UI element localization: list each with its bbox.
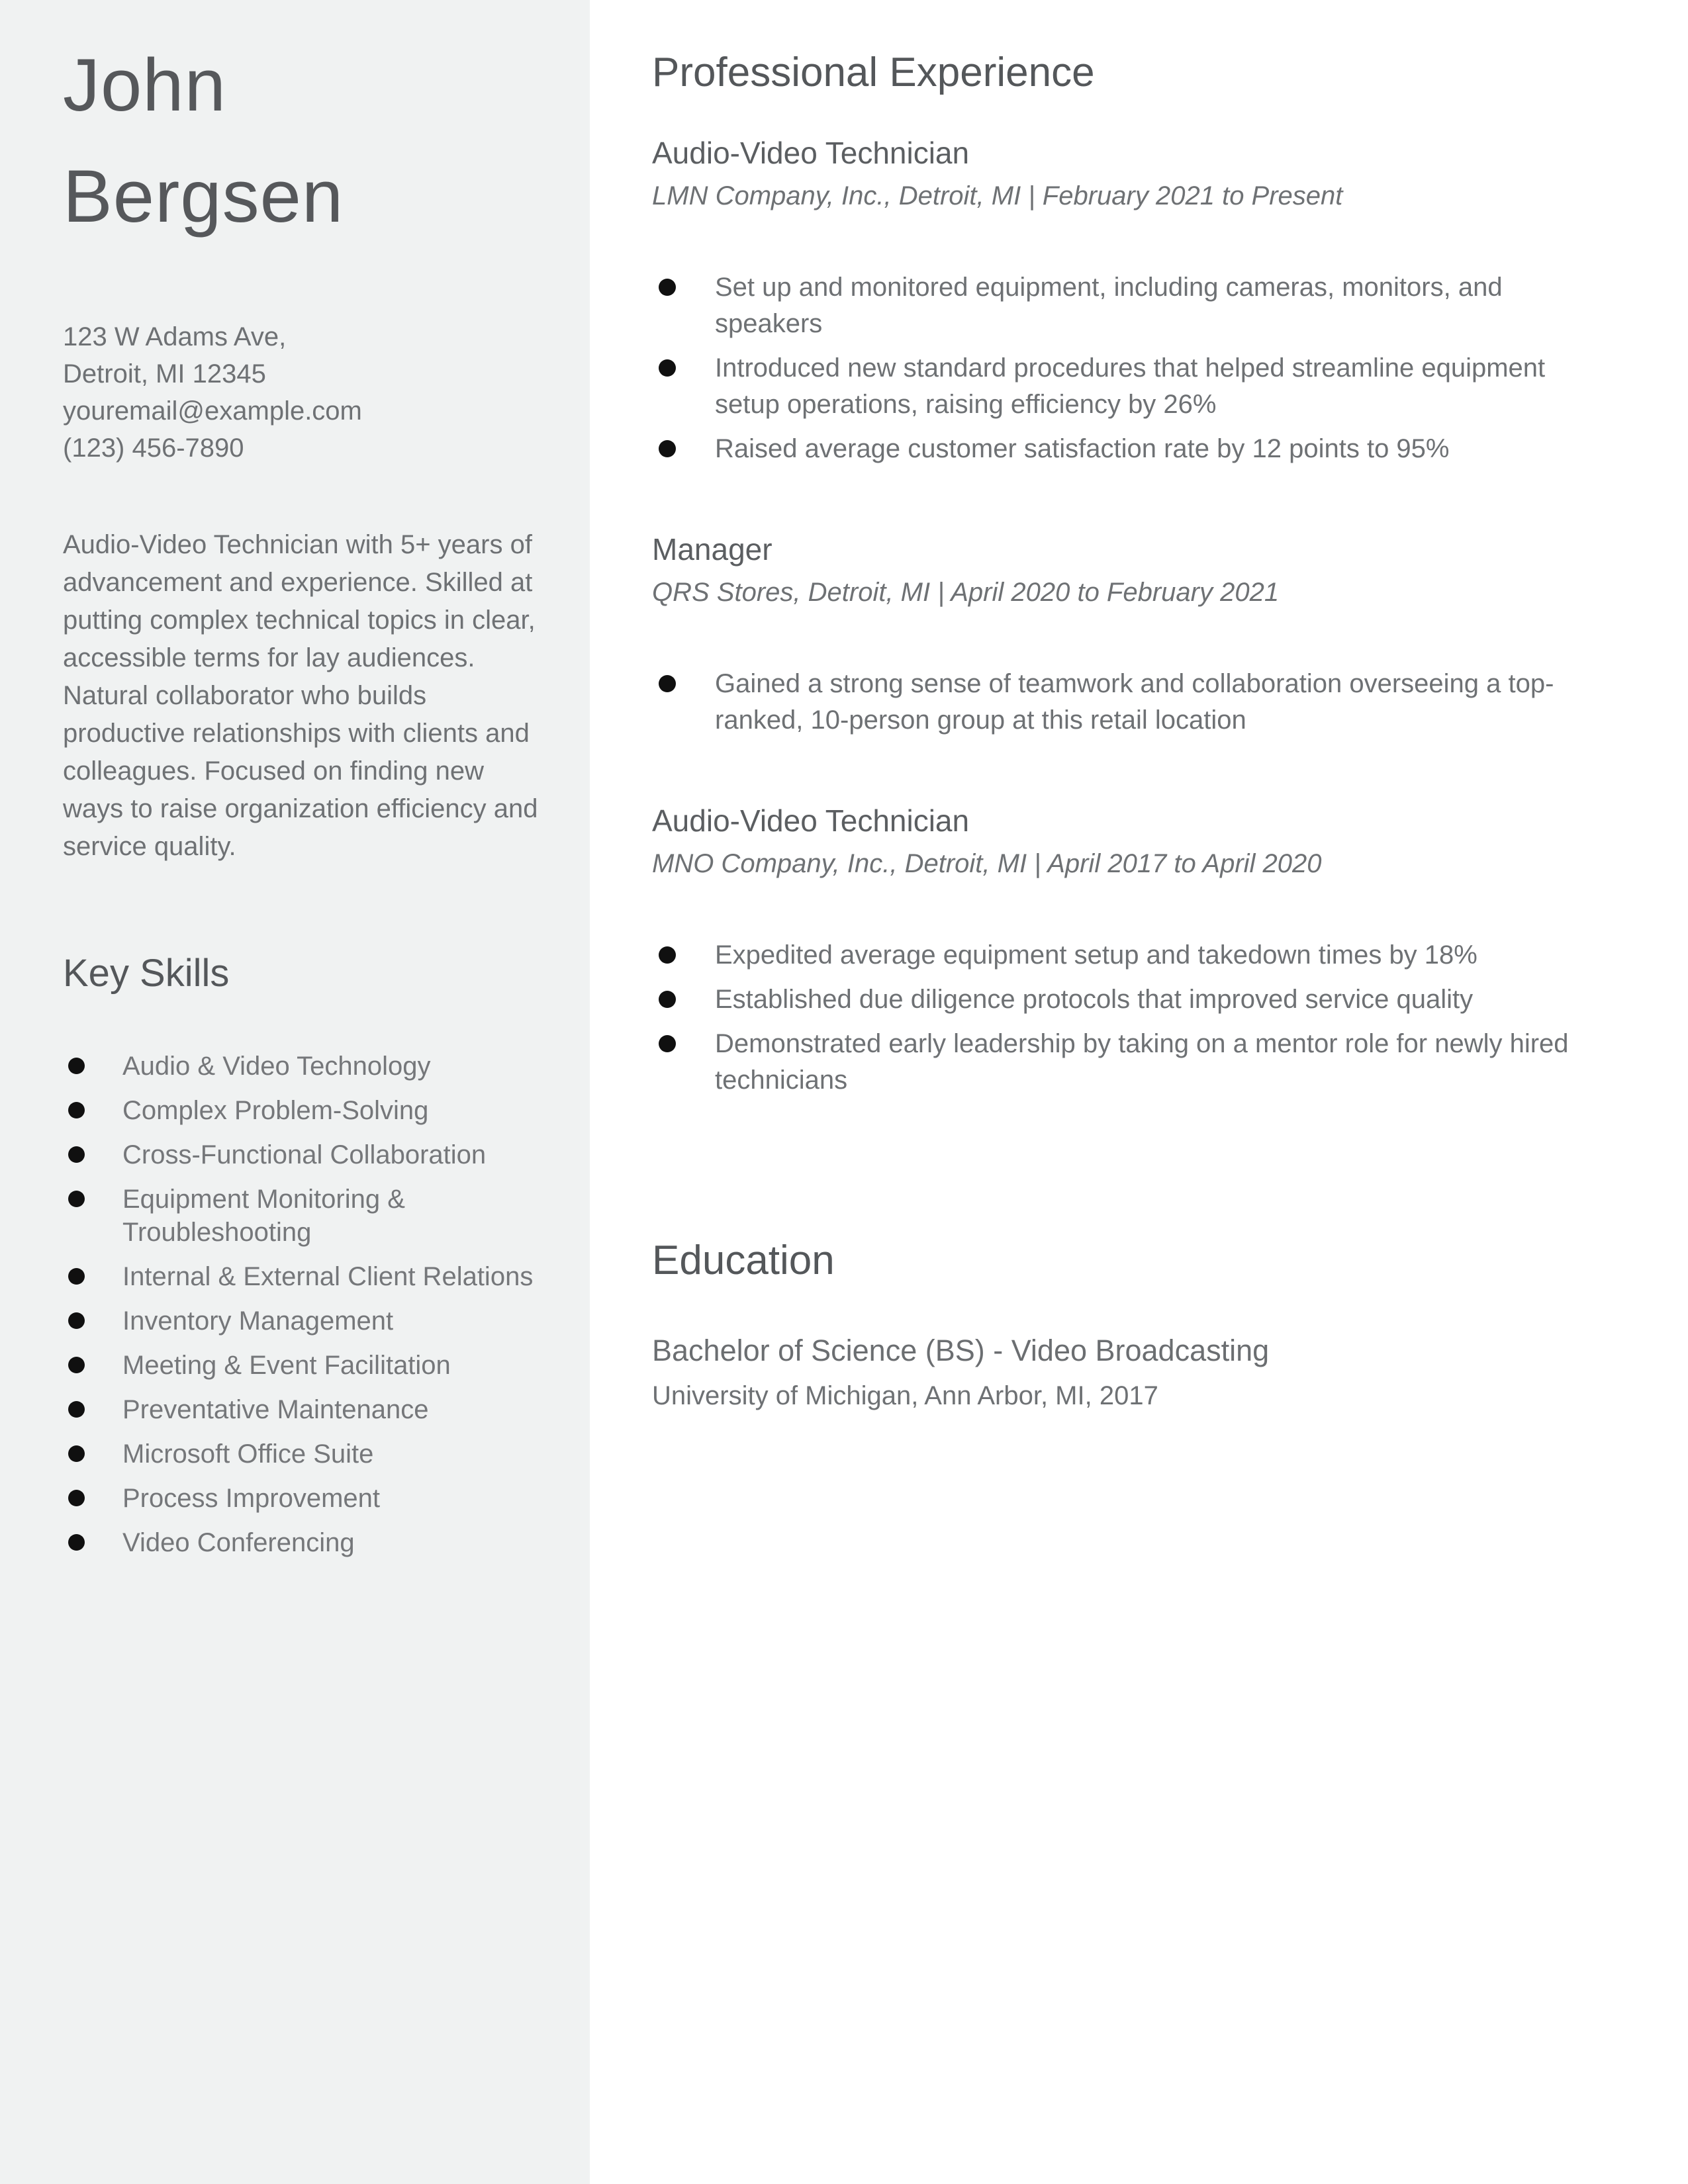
bullet-dot-icon (68, 1401, 85, 1418)
bullet-dot-icon (659, 991, 676, 1008)
contact-block (63, 318, 550, 467)
bullet-dot-icon (68, 1146, 85, 1163)
skill-item (63, 1050, 550, 1083)
key-skills-heading: Key Skills (63, 952, 230, 995)
skill-item-label: Cross-Functional Collaboration (122, 1140, 487, 1169)
job-meta: LMN Company, Inc., Detroit, MI | February 2021 to Present (652, 181, 1343, 210)
job-entry (652, 530, 1599, 739)
bullet-dot-icon (68, 1534, 85, 1551)
bullet-dot-icon (659, 279, 676, 296)
bullet-dot-icon (659, 1035, 676, 1052)
job-entry (652, 134, 1599, 467)
job-meta: QRS Stores, Detroit, MI | April 2020 to February 2021 (652, 578, 1280, 607)
bullet-dot-icon (68, 1312, 85, 1329)
job-bullet-label: Expedited average equipment setup and takedown times by 18% (715, 940, 1477, 970)
job-entry (652, 801, 1599, 1099)
bullet-dot-icon (68, 1058, 85, 1074)
job-bullet-label: Demonstrated early leadership by taking on a mentor role for newly hired technicians (715, 1029, 1569, 1095)
job-bullet (652, 1026, 1599, 1099)
skills-list (63, 1050, 550, 1559)
job-title: Manager (652, 532, 773, 567)
bullet-dot-icon (68, 1102, 85, 1118)
job-bullets (652, 937, 1599, 1099)
main-column (652, 0, 1599, 1413)
skill-item-label: Equipment Monitoring & Troubleshooting (122, 1185, 405, 1247)
skill-item-label: Audio & Video Technology (122, 1052, 431, 1081)
jobs-list (652, 134, 1599, 1099)
first-name: John (63, 44, 226, 126)
skill-item-label: Process Improvement (122, 1484, 381, 1513)
summary-paragraph: Audio-Video Technician with 5+ years of advancement and experience. Skilled at putting complex technical topics in clear, accessible terms for lay audiences. Natural collaborator who builds productive relationships with clients and colleagues. Focused on finding new ways to raise organization efficiency and service quality. (63, 530, 538, 861)
skill-item-label: Preventative Maintenance (122, 1395, 429, 1424)
job-bullet-label: Gained a strong sense of teamwork and collaboration overseeing a top-ranked, 10-person group at this retail location (715, 669, 1554, 735)
skill-item (63, 1183, 550, 1249)
job-meta: MNO Company, Inc., Detroit, MI | April 2017 to April 2020 (652, 849, 1322, 878)
skill-item (63, 1482, 550, 1515)
skill-item (63, 1393, 550, 1426)
bullet-dot-icon (68, 1191, 85, 1207)
job-bullets (652, 666, 1599, 739)
bullet-dot-icon (659, 359, 676, 377)
skill-item (63, 1349, 550, 1382)
job-title: Audio-Video Technician (652, 136, 970, 170)
skill-item-label: Microsoft Office Suite (122, 1439, 374, 1469)
skill-item (63, 1437, 550, 1471)
skill-item-label: Complex Problem-Solving (122, 1096, 429, 1125)
school-line: University of Michigan, Ann Arbor, MI, 2017 (652, 1381, 1158, 1410)
job-bullet-label: Introduced new standard procedures that helped streamline equipment setup operations, raising efficiency by 26% (715, 353, 1546, 419)
degree-title: Bachelor of Science (BS) - Video Broadcasting (652, 1334, 1270, 1367)
bullet-dot-icon (659, 440, 676, 457)
job-bullets (652, 269, 1599, 467)
job-title: Audio-Video Technician (652, 803, 970, 838)
sidebar (0, 0, 590, 2184)
job-bullet-label: Raised average customer satisfaction rate by 12 points to 95% (715, 434, 1450, 463)
skill-item (63, 1260, 550, 1293)
job-bullet (652, 350, 1599, 423)
skill-item-label: Internal & External Client Relations (122, 1262, 534, 1291)
contact-line: Detroit, MI 12345 (63, 359, 266, 388)
education-section (652, 1234, 1599, 1413)
bullet-dot-icon (68, 1268, 85, 1285)
job-bullet (652, 666, 1599, 739)
skill-item-label: Meeting & Event Facilitation (122, 1351, 451, 1380)
skill-item-label: Video Conferencing (122, 1528, 355, 1557)
contact-line: youremail@example.com (63, 396, 362, 426)
skill-item (63, 1304, 550, 1338)
bullet-dot-icon (68, 1445, 85, 1462)
contact-line: 123 W Adams Ave, (63, 322, 287, 351)
skill-item-label: Inventory Management (122, 1306, 394, 1336)
skill-item (63, 1138, 550, 1171)
person-name (63, 30, 550, 252)
bullet-dot-icon (659, 675, 676, 692)
job-bullet (652, 937, 1599, 974)
job-bullet (652, 981, 1599, 1018)
education-heading: Education (652, 1238, 835, 1283)
bullet-dot-icon (68, 1357, 85, 1373)
skill-item (63, 1094, 550, 1127)
job-bullet (652, 269, 1599, 342)
bullet-dot-icon (68, 1490, 85, 1506)
experience-heading: Professional Experience (652, 50, 1095, 95)
job-bullet-label: Set up and monitored equipment, including cameras, monitors, and speakers (715, 273, 1503, 338)
contact-line: (123) 456-7890 (63, 433, 244, 463)
skill-item (63, 1526, 550, 1559)
job-bullet (652, 431, 1599, 467)
bullet-dot-icon (659, 946, 676, 964)
last-name: Bergsen (63, 155, 344, 238)
job-bullet-label: Established due diligence protocols that improved service quality (715, 985, 1474, 1014)
